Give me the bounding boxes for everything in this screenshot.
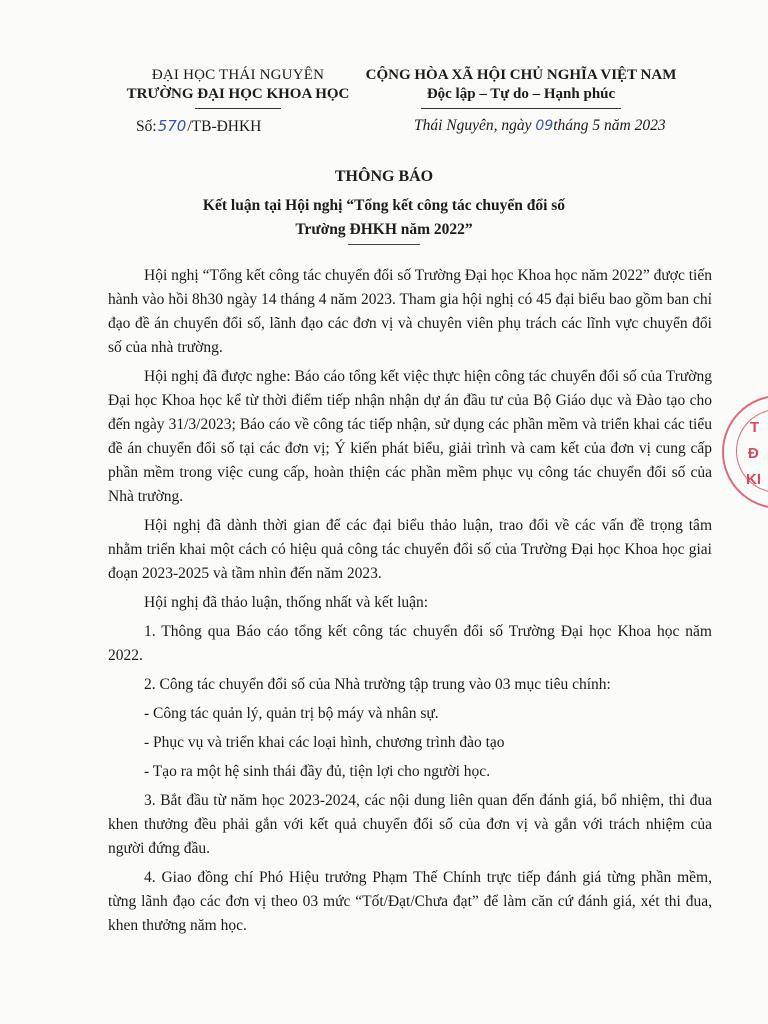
country-name: CỘNG HÒA XÃ HỘI CHỦ NGHĨA VIỆT NAM	[365, 67, 677, 83]
paragraph-reports: Hội nghị đã được nghe: Báo cáo tổng kết việc thực hiện công tác chuyển đổi số của Trường Đại học Khoa học kể từ thời điểm tiếp nhận nhận dự án đầu tư của Bộ Giáo dục và Đào tạo cho đến ngày 31/3/2023; Báo cáo về công tác tiếp nhận, sử dụng các phần mềm và triển khai các tiểu đề án chuyển đổi số tại các đơn vị; Ý kiến phát biểu, giải trình và cam kết của đơn vị cung cấp phần mềm trong việc cung cấp, hoàn thiện các phần mềm phục vụ công tác chuyển đổi số của Nhà trường.	[108, 368, 712, 505]
paragraph-conclusion-lead: Hội nghị đã thảo luận, thống nhất và kết luận:	[144, 594, 429, 611]
national-motto	[356, 66, 686, 109]
parent-organization: ĐẠI HỌC THÁI NGUYÊN	[151, 67, 325, 83]
handwritten-day: 09	[535, 118, 554, 134]
paragraph-discussion: Hội nghị đã dành thời gian để các đại biểu thảo luận, trao đổi về các vấn đề trọng tâm nhằm triển khai một cách có hiệu quả công tác chuyển đổi số của Trường Đại học Khoa học giai đoạn 2023-2025 và tầm nhìn đến năm 2023.	[108, 517, 712, 582]
organization-name: TRƯỜNG ĐẠI HỌC KHOA HỌC	[126, 86, 350, 102]
subtitle-line-1: Kết luận tại Hội nghị “Tổng kết công tác chuyển đổi số	[202, 197, 566, 214]
place-date-suffix: tháng 5 năm 2023	[553, 117, 666, 134]
place-date-prefix: Thái Nguyên, ngày	[414, 117, 536, 134]
header-right-underline	[421, 108, 621, 109]
seal-letter-1: T	[750, 419, 760, 436]
goal-item-1: - Công tác quản lý, quản trị bộ máy và nhân sự.	[144, 705, 439, 722]
red-seal-stamp	[722, 395, 768, 509]
document-body	[108, 264, 712, 943]
document-number	[136, 117, 261, 136]
subtitle-underline	[348, 244, 420, 245]
seal-letter-3: KI	[746, 471, 761, 488]
issuing-organization	[118, 66, 358, 109]
goal-item-2: - Phục vụ và triển khai các loại hình, chương trình đào tạo	[144, 734, 505, 751]
paragraph-intro: Hội nghị “Tổng kết công tác chuyển đổi số Trường Đại học Khoa học năm 2022” được tiến hành vào hồi 8h30 ngày 14 tháng 4 năm 2023. Tham gia hội nghị có 45 đại biểu bao gồm ban chỉ đạo đề án chuyển đổi số, lãnh đạo các đơn vị và chuyên viên phụ trách các lĩnh vực chuyển đổi số của nhà trường.	[108, 267, 712, 356]
conclusion-item-4: 4. Giao đồng chí Phó Hiệu trưởng Phạm Thế Chính trực tiếp đánh giá từng phần mềm, từng lãnh đạo các đơn vị theo 03 mức “Tốt/Đạt/Chưa đạt” để làm căn cứ đánh giá, xét thi đua, khen thưởng năm học.	[108, 869, 712, 934]
place-and-date	[414, 117, 666, 135]
conclusion-item-3: 3. Bắt đầu từ năm học 2023-2024, các nội dung liên quan đến đánh giá, bổ nhiệm, thi đua khen thưởng đều phải gắn với kết quả chuyển đổi số của đơn vị và gắn với trách nhiệm của người đứng đầu.	[108, 792, 712, 857]
doc-number-prefix: Số:	[136, 118, 157, 135]
goal-item-3: - Tạo ra một hệ sinh thái đầy đủ, tiện lợi cho người học.	[144, 763, 491, 780]
document-subtitle	[0, 194, 768, 242]
conclusion-item-1: 1. Thông qua Báo cáo tổng kết công tác chuyển đổi số Trường Đại học Khoa học năm 2022.	[108, 623, 712, 664]
doc-number-suffix: /TB-ĐHKH	[187, 118, 262, 135]
doc-number-handwritten: 570	[157, 117, 187, 135]
seal-letter-2: Đ	[748, 445, 759, 462]
motto-line: Độc lập – Tự do – Hạnh phúc	[426, 86, 616, 102]
subtitle-line-2: Trường ĐHKH năm 2022”	[295, 221, 473, 238]
header-left-underline	[195, 108, 281, 109]
document-title: THÔNG BÁO	[334, 168, 434, 185]
conclusion-item-2: 2. Công tác chuyển đổi số của Nhà trường tập trung vào 03 mục tiêu chính:	[144, 676, 611, 693]
